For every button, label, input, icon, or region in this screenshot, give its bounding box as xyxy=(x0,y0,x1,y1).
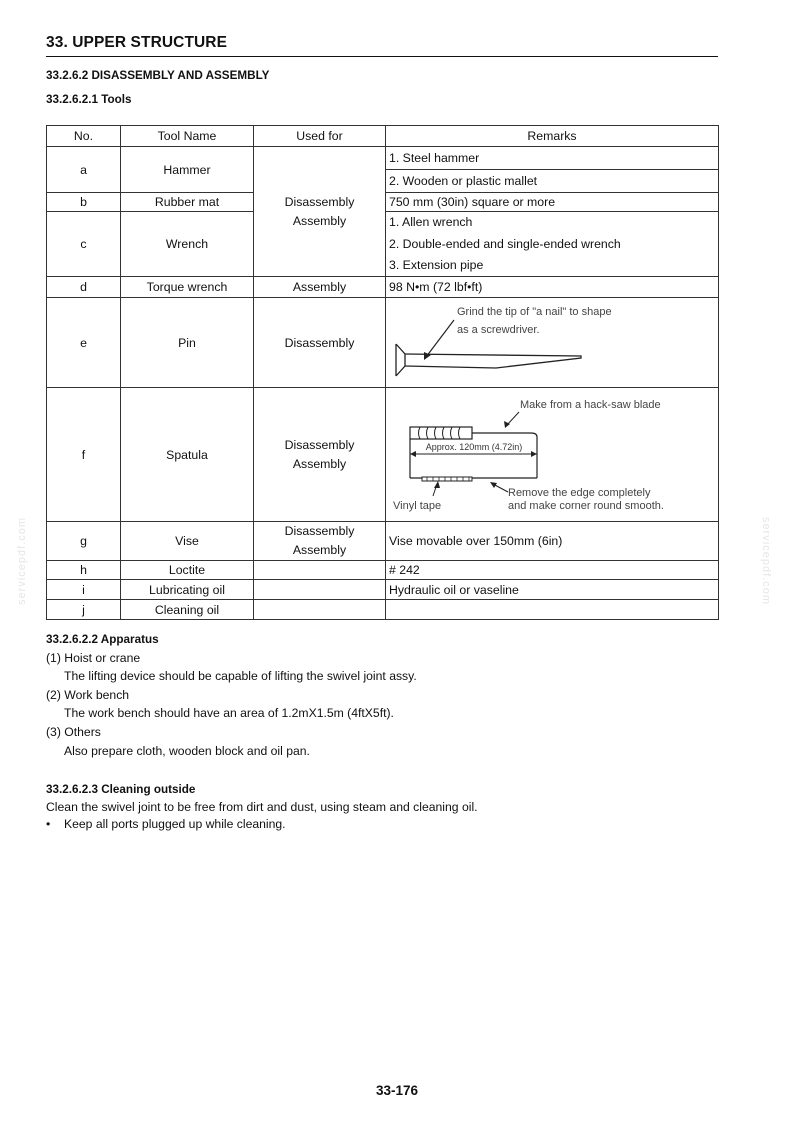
apparatus-item-text: The work bench should have an area of 1.2mX1.5m (4ftX5ft). xyxy=(64,706,394,720)
spatula-illustration xyxy=(386,388,719,521)
edge-note: and make corner round smooth. xyxy=(508,500,664,512)
table-row xyxy=(47,580,719,600)
tools-table xyxy=(46,125,719,620)
remark-line: Vise movable over 150mm (6in) xyxy=(386,522,719,561)
watermark-right: servicepdf.com xyxy=(759,517,772,605)
tape-windings xyxy=(419,427,461,439)
used-for-value xyxy=(254,600,386,620)
column-header-tool-name: Tool Name xyxy=(121,126,254,147)
column-header-no: No. xyxy=(47,126,121,147)
table-row xyxy=(47,522,719,561)
used-for-value: Disassembly xyxy=(284,195,355,209)
used-for-cell xyxy=(254,522,386,561)
tool-name: Torque wrench xyxy=(121,277,254,298)
pin-caption: as a screwdriver. xyxy=(457,324,540,336)
cleaning-title: 33.2.6.2.3 Cleaning outside xyxy=(46,783,196,796)
spatula-figure-cell xyxy=(386,388,719,522)
used-for-value: Disassembly xyxy=(284,524,355,538)
column-header-used-for: Used for xyxy=(254,126,386,147)
apparatus-item-heading: (1) Hoist or crane xyxy=(46,651,141,665)
row-no: e xyxy=(47,298,121,388)
apparatus-item-text: The lifting device should be capable of lifting the swivel joint assy. xyxy=(64,669,417,683)
tool-name: Lubricating oil xyxy=(121,580,254,600)
cleaning-text: Clean the swivel joint to be free from dirt and dust, using steam and cleaning oil. xyxy=(46,800,478,814)
tool-name: Hammer xyxy=(121,147,254,193)
used-for-value: Assembly xyxy=(292,543,347,557)
table-row xyxy=(47,298,719,388)
nail-head xyxy=(396,344,405,376)
section-title: 33.2.6.2 DISASSEMBLY AND ASSEMBLY xyxy=(46,69,270,82)
chapter-title: 33. UPPER STRUCTURE xyxy=(46,34,228,51)
watermark-left: servicepdf.com xyxy=(15,517,28,605)
table-row xyxy=(47,600,719,620)
table-row xyxy=(47,147,719,193)
pin-caption: Grind the tip of "a nail" to shape xyxy=(457,306,612,318)
used-for-value xyxy=(254,580,386,600)
used-for-cell xyxy=(254,388,386,522)
row-no: j xyxy=(47,600,121,620)
remarks-cell xyxy=(386,147,719,193)
used-for-value: Assembly xyxy=(254,277,386,298)
row-no: a xyxy=(47,147,121,193)
spatula-length-label: Approx. 120mm (4.72in) xyxy=(425,442,523,452)
remark-line: 98 N•m (72 lbf•ft) xyxy=(386,277,719,298)
used-for-value: Assembly xyxy=(292,214,347,228)
subsection-title: 33.2.6.2.1 Tools xyxy=(46,93,132,106)
nail-pin-illustration xyxy=(386,298,719,387)
remark-line: 2. Wooden or plastic mallet xyxy=(386,169,718,192)
table-row xyxy=(47,388,719,522)
row-no: d xyxy=(47,277,121,298)
pin-figure-cell xyxy=(386,298,719,388)
remark-line: Hydraulic oil or vaseline xyxy=(386,580,719,600)
apparatus-title: 33.2.6.2.2 Apparatus xyxy=(46,633,159,646)
used-for-value: Assembly xyxy=(292,456,347,471)
remark-line: 750 mm (30in) square or more xyxy=(386,193,719,212)
cleaning-bullet-text: Keep all ports plugged up while cleaning. xyxy=(64,817,286,831)
vinyl-tape-bottom xyxy=(422,477,472,481)
table-row xyxy=(47,277,719,298)
row-no: g xyxy=(47,522,121,561)
remark-line: 1. Steel hammer xyxy=(389,151,480,165)
used-for-value: Disassembly xyxy=(254,298,386,388)
chapter-divider xyxy=(46,56,718,57)
used-for-value: Disassembly xyxy=(284,437,355,452)
nail-shaft xyxy=(405,354,581,368)
used-for-value xyxy=(254,561,386,580)
remark-line: 3. Extension pipe xyxy=(389,258,484,272)
remark-line: 2. Double-ended and single-ended wrench xyxy=(389,237,621,251)
remark-line xyxy=(386,600,719,620)
used-for-cell xyxy=(254,147,386,277)
tool-name: Vise xyxy=(121,522,254,561)
apparatus-item-heading: (3) Others xyxy=(46,725,101,739)
page-number: 33-176 xyxy=(375,1083,419,1098)
column-header-remarks: Remarks xyxy=(386,126,719,147)
vinyl-tape-label: Vinyl tape xyxy=(393,500,442,512)
tool-name: Rubber mat xyxy=(121,193,254,212)
row-no: f xyxy=(47,388,121,522)
edge-note: Remove the edge completely xyxy=(508,487,651,499)
tool-name: Pin xyxy=(121,298,254,388)
remark-line: # 242 xyxy=(386,561,719,580)
tool-name: Spatula xyxy=(121,388,254,522)
remark-line: 1. Allen wrench xyxy=(389,215,473,229)
tool-name: Wrench xyxy=(121,212,254,277)
row-no: c xyxy=(47,212,121,277)
remarks-cell xyxy=(386,212,719,277)
pointer-arrowhead xyxy=(424,352,431,360)
bullet-icon: • xyxy=(46,817,51,831)
table-row xyxy=(47,561,719,580)
row-no: h xyxy=(47,561,121,580)
tool-name: Cleaning oil xyxy=(121,600,254,620)
pointer-line xyxy=(426,320,454,357)
tool-name: Loctite xyxy=(121,561,254,580)
row-no: i xyxy=(47,580,121,600)
apparatus-item-text: Also prepare cloth, wooden block and oil pan. xyxy=(64,744,310,758)
table-header-row xyxy=(47,126,719,147)
row-no: b xyxy=(47,193,121,212)
spatula-blade-label: Make from a hack-saw blade xyxy=(520,399,661,411)
apparatus-item-heading: (2) Work bench xyxy=(46,688,130,702)
